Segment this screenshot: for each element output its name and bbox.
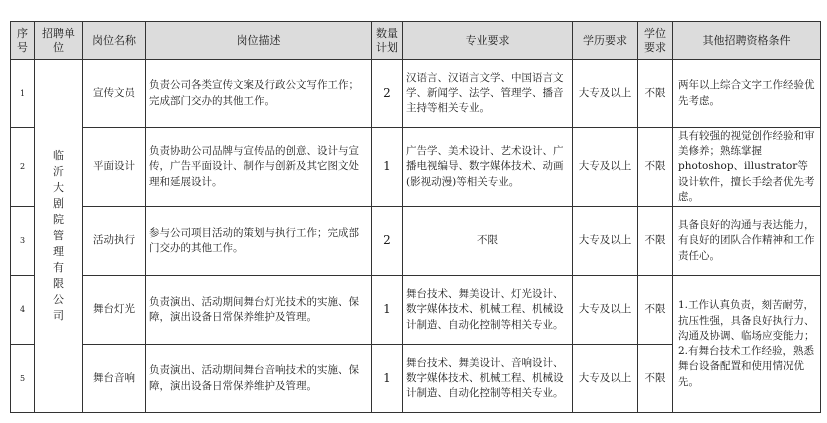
row-degree: 不限 xyxy=(638,276,673,345)
row-degree: 不限 xyxy=(638,128,673,207)
row-position: 活动执行 xyxy=(83,207,146,276)
unit-cell xyxy=(35,60,83,413)
row-count: 2 xyxy=(372,207,403,276)
row-major: 广告学、美术设计、艺术设计、广播电视编导、数字媒体技术、动画(影视动漫)等相关专业。 xyxy=(403,128,573,207)
row-education: 大专及以上 xyxy=(573,60,638,128)
row-major: 舞台技术、舞美设计、音响设计、数字媒体技术、机械工程、机械设计制造、自动化控制等相关专业。 xyxy=(403,345,573,413)
header-major: 专业要求 xyxy=(403,22,573,60)
row-major: 不限 xyxy=(403,207,573,276)
header-unit: 招聘单位 xyxy=(35,22,83,60)
row-description: 负责公司各类宣传文案及行政公文写作工作；完成部门交办的其他工作。 xyxy=(146,60,372,128)
row-degree: 不限 xyxy=(638,207,673,276)
header-other: 其他招聘资格条件 xyxy=(673,22,821,60)
row-description: 负责演出、活动期间舞台灯光技术的实施、保障，演出设备日常保养维护及管理。 xyxy=(146,276,372,345)
row-description: 负责协助公司品牌与宣传品的创意、设计与宣传，广告平面设计、制作与创新及其它图文处理和延展设计。 xyxy=(146,128,372,207)
row-seq: 5 xyxy=(11,345,35,413)
row-count: 1 xyxy=(372,128,403,207)
table-row xyxy=(11,128,821,207)
row-position: 宣传文员 xyxy=(83,60,146,128)
header-row xyxy=(11,22,821,60)
header-degree: 学位要求 xyxy=(638,22,673,60)
row-seq: 2 xyxy=(11,128,35,207)
row-education: 大专及以上 xyxy=(573,345,638,413)
row-count: 2 xyxy=(372,60,403,128)
row-education: 大专及以上 xyxy=(573,128,638,207)
header-count: 数量计划 xyxy=(372,22,403,60)
row-seq: 3 xyxy=(11,207,35,276)
row-position: 平面设计 xyxy=(83,128,146,207)
row-description: 参与公司项目活动的策划与执行工作；完成部门交办的其他工作。 xyxy=(146,207,372,276)
row-other: 两年以上综合文字工作经验优先考虑。 xyxy=(673,60,821,128)
row-education: 大专及以上 xyxy=(573,276,638,345)
row-major: 舞台技术、舞美设计、灯光设计、数字媒体技术、机械工程、机械设计制造、自动化控制等相关专业。 xyxy=(403,276,573,345)
header-seq: 序号 xyxy=(11,22,35,60)
row-education: 大专及以上 xyxy=(573,207,638,276)
row-seq: 1 xyxy=(11,60,35,128)
row-major: 汉语言、汉语言文学、中国语言文学、新闻学、法学、管理学、播音主持等相关专业。 xyxy=(403,60,573,128)
row-other: 具备良好的沟通与表达能力，有良好的团队合作精神和工作责任心。 xyxy=(673,207,821,276)
unit-name: 临沂大剧院管理有限公司 xyxy=(53,149,64,322)
recruitment-table xyxy=(10,21,821,413)
table-row xyxy=(11,276,821,345)
header-education: 学历要求 xyxy=(573,22,638,60)
row-position: 舞台灯光 xyxy=(83,276,146,345)
row-other: 具有较强的视觉创作经验和审美修养；熟练掌握photoshop、illustrator等设计软件，擅长手绘者优先考虑。 xyxy=(673,128,821,207)
table-row xyxy=(11,207,821,276)
row-description: 负责演出、活动期间舞台音响技术的实施、保障，演出设备日常保养维护及管理。 xyxy=(146,345,372,413)
row-degree: 不限 xyxy=(638,345,673,413)
row-count: 1 xyxy=(372,345,403,413)
row-count: 1 xyxy=(372,276,403,345)
table-row xyxy=(11,60,821,128)
row-degree: 不限 xyxy=(638,60,673,128)
row-position: 舞台音响 xyxy=(83,345,146,413)
row-seq: 4 xyxy=(11,276,35,345)
header-position: 岗位名称 xyxy=(83,22,146,60)
header-description: 岗位描述 xyxy=(146,22,372,60)
row-other-shared: 1.工作认真负责，刻苦耐劳，抗压性强，具备良好执行力、沟通及协调、临场应变能力；2.有舞台技术工作经验，熟悉舞台设备配置和使用情况优先。 xyxy=(673,276,821,413)
